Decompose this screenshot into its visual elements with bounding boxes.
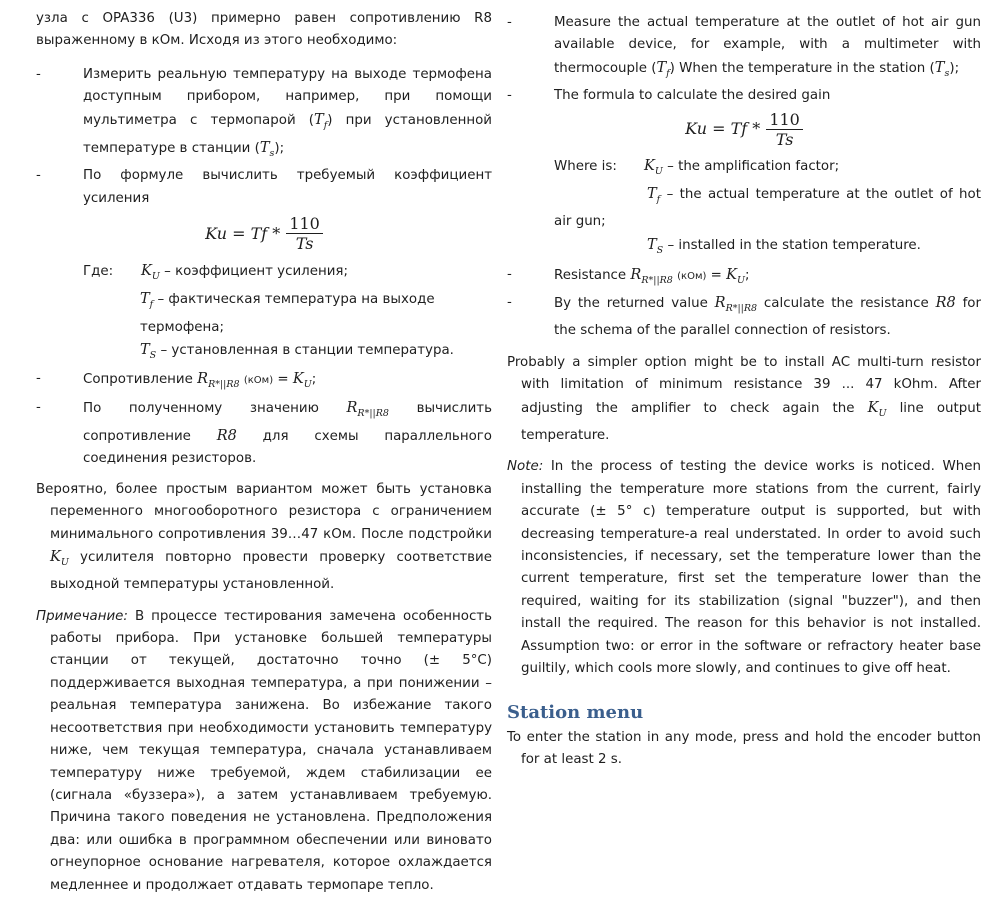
station-menu-text: To enter the station in any mode, press and hold the encoder button for at least 2 s. — [507, 729, 981, 768]
left-list-item-1: - Измерить реальную температуру на выходе термофена доступным прибором, например, при помощи мультиметра с термопарой $(T_f)$ при установленной температуре в станции $(T_s)$; — [36, 66, 493, 159]
left-paragraph: Вероятно, более простым вариантом может быть установка переменного многооборотного резистора с ограничением минимального сопротивления 39…47 кОм. После подстройки $K_U$ усилителя повторно провести проверку соответствие выходной температуры установленной. — [36, 481, 492, 593]
left-list-item-4: - По полученному значению $R_{R*||R8}$ вычислить сопротивление R8 для схемы параллельного соединения резисторов. — [36, 399, 492, 467]
right-where-ts: $T_S$ – installed in the station temperature. — [647, 236, 921, 256]
section-heading: Station menu — [507, 702, 644, 724]
left-intro: узла с OPA336 (U3) примерно равен сопротивлению R8 выраженному в кОм. Исходя из этого необходимо: — [36, 11, 492, 49]
left-list-item-2: - По формуле вычислить требуемый коэффициент усиления — [36, 168, 492, 206]
left-where-ts: $T_S$ – установленная в станции температура. — [140, 342, 454, 361]
left-where-tf: $T_f$ – фактическая температура на выходе термофена; — [140, 291, 435, 335]
right-gain-formula: Ku = Tf * $\frac{110}{Ts}$ — [507, 108, 981, 152]
left-where-ku: Где: $K_U$ – коэффициент усиления; — [83, 263, 348, 282]
right-note: Note: In the process of testing the device works is noticed. When installing the temperature more stations from the current, fairly accurate (± 5° c) temperature output is supported, but with decreasing temperature-a real understated. In order to avoid such inconsistencies, if necessary, set the temperature lower than the current temperature, first set the temperature lower than the required, waiting for its stabilization (signal "buzzer"), and then install the required. The reason for this behavior is not installed. Assumption two: or error in the software or refractory heater base guiltily, which cools more slowly, and continues to give off heat. — [507, 459, 981, 676]
right-where-ku: Where is: $K_U$ – the amplification factor; — [554, 157, 840, 177]
ts-symbol: $T_s$ — [259, 139, 275, 159]
left-column — [36, 0, 492, 897]
right-where-tf: $T_f$ – the actual temperature at the outlet of hot air gun; — [554, 185, 981, 230]
right-column — [507, 0, 981, 772]
tf-symbol: $T_f$ — [314, 111, 328, 131]
right-list-item-2: - The formula to calculate the desired gain — [507, 88, 831, 104]
left-gain-formula: Ku = Tf * $\frac{110}{Ts}$ — [36, 212, 492, 256]
right-list-item-3: - Resistance $R_{R*||R8}$ $(кОм) = K_U$; — [507, 266, 750, 286]
left-note: Примечание: В процессе тестирования замечена особенность работы прибора. При установке большей температуры станции от текущей, достаточно точно (± 5°C) поддерживается выходная температура, а при понижении – реальная температура занижена. Во избежание такого несоответствия при необходимости установить температуру ниже, чем текущая температура, сначала устанавливаем температуру ниже требуемой, ждем стабилизации ее (сигнала «буззера»), а затем устанавливаем требуемую. Причина такого поведения не установлена. Предположения два: или ошибка в программном обеспечении или виновато огнеупорное основание нагревателя, которое охлаждается медленнее и продолжает отдавать термопаре тепло. — [36, 608, 492, 893]
left-list-item-3: - Сопротивление $R_{R*||R8}$ $(кОм) = K_U$; — [36, 371, 317, 391]
right-list-item-4: - By the returned value $R_{R*||R8}$ calculate the resistance R8 for the schema of the parallel connection of resistors. — [507, 295, 981, 339]
right-paragraph: Probably a simpler option might be to install AC multi-turn resistor with limitation of minimum resistance 39 ... 47 kOhm. After adjusting the amplifier to check again the $K_U$ line output temperature. — [507, 354, 981, 443]
right-list-item-1: - Measure the actual temperature at the outlet of hot air gun available device, for example, with a multimeter with thermocouple $(T_f)$ When the temperature in the station $(T_s)$; — [507, 15, 981, 79]
